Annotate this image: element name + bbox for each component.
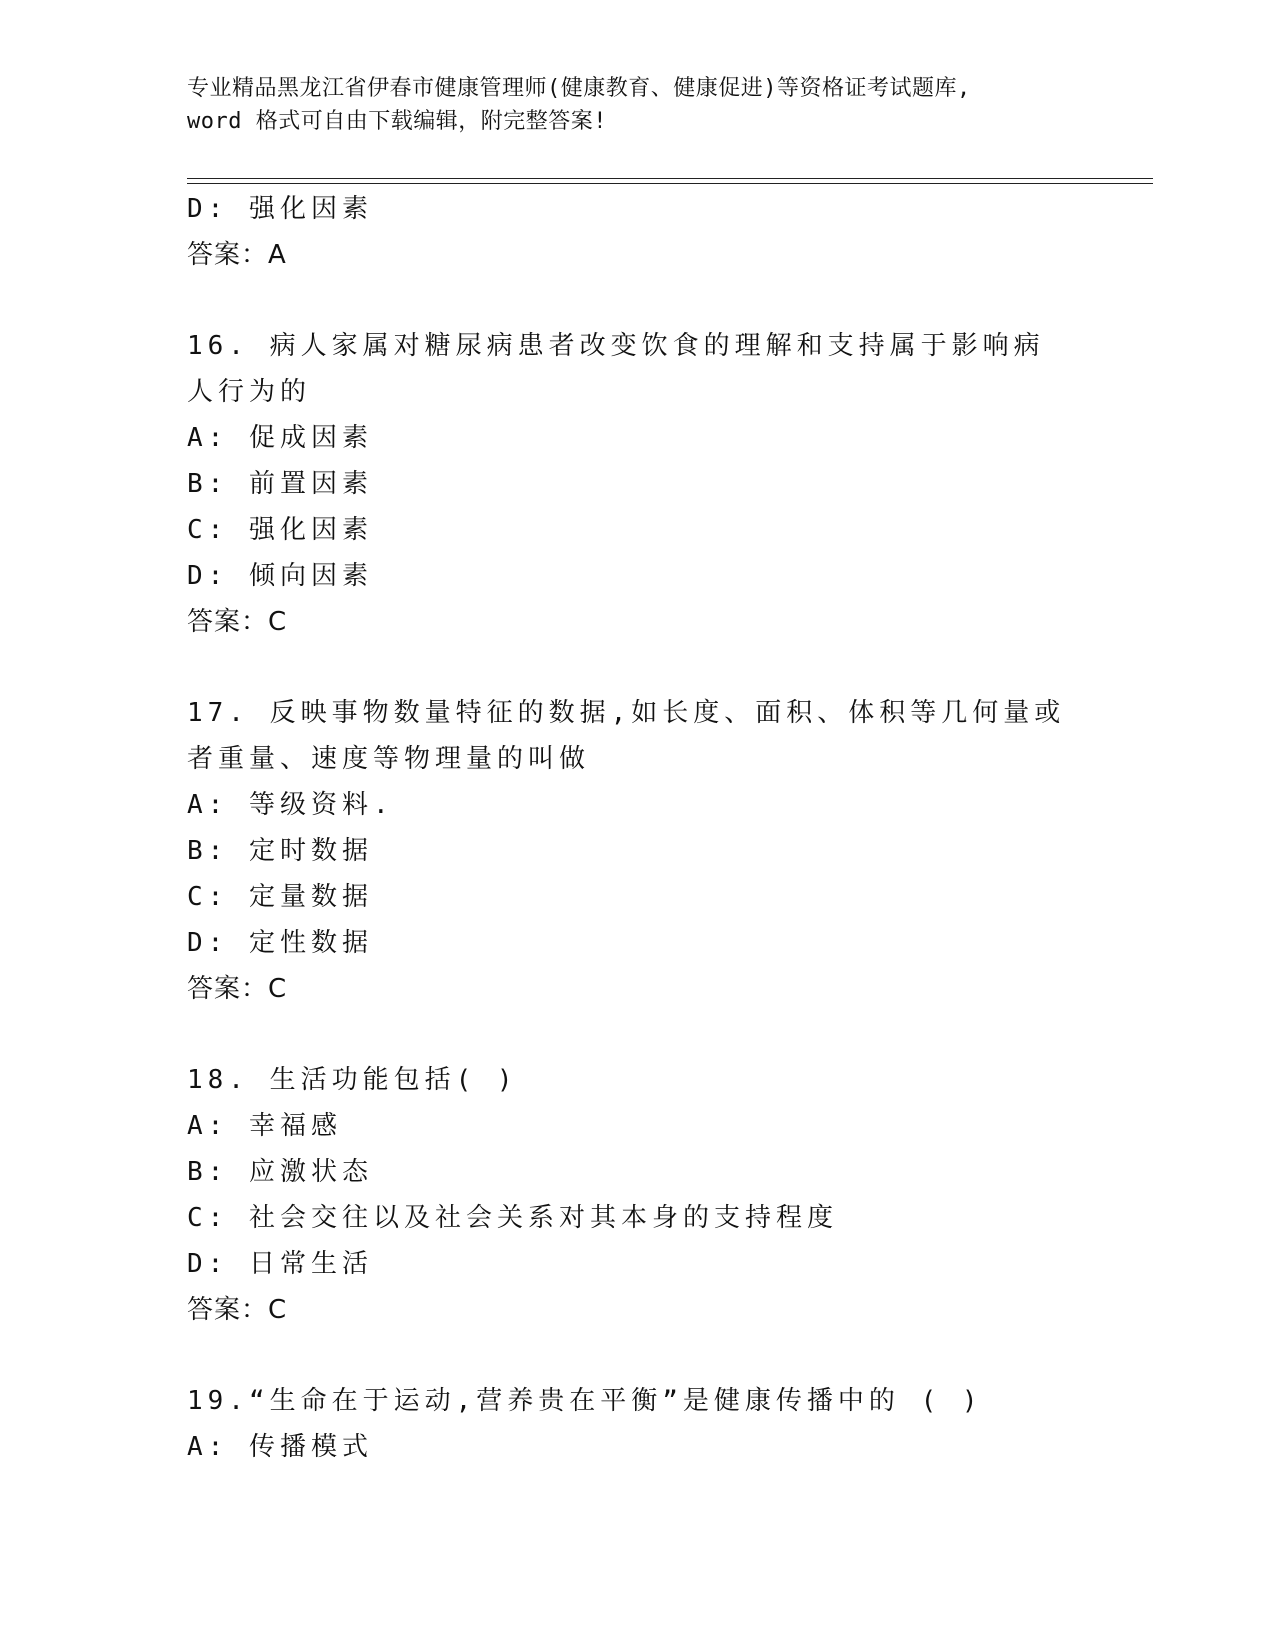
question-list: [187, 186, 1087, 1470]
answer-line: 答案：C: [187, 1295, 288, 1325]
question-16: [187, 323, 1087, 645]
question-text: 16. 病人家属对糖尿病患者改变饮食的理解和支持属于影响病人行为的: [187, 331, 1045, 407]
question-text: 18. 生活功能包括( ): [187, 1065, 518, 1095]
answer-line: 答案：A: [187, 240, 287, 270]
option-d: D: 日常生活: [187, 1249, 373, 1279]
option-b: B: 应激状态: [187, 1157, 373, 1187]
question-text: 19.“生命在于运动,营养贵在平衡”是健康传播中的 ( ): [187, 1386, 983, 1416]
header-divider-bottom: [187, 183, 1153, 184]
option-a: A: 幸福感: [187, 1111, 342, 1141]
question-19: [187, 1378, 1087, 1470]
option-d: D: 倾向因素: [187, 561, 373, 591]
option-a: A: 传播模式: [187, 1432, 373, 1462]
question-text: 17. 反映事物数量特征的数据,如长度、面积、体积等几何量或者重量、速度等物理量的叫做: [187, 698, 1066, 774]
option-c: C: 强化因素: [187, 515, 373, 545]
option-c: C: 社会交往以及社会关系对其本身的支持程度: [187, 1203, 838, 1233]
spacer: [187, 1012, 1087, 1057]
option-c: C: 定量数据: [187, 882, 373, 912]
option-a: A: 等级资料.: [187, 790, 394, 820]
answer-line: 答案：C: [187, 607, 288, 637]
spacer: [187, 278, 1087, 323]
carryover-block: [187, 186, 1087, 278]
spacer: [187, 645, 1087, 690]
header-line-2: word 格式可自由下载编辑，附完整答案!: [187, 109, 607, 134]
option-b: B: 前置因素: [187, 469, 373, 499]
option-d: D: 定性数据: [187, 928, 373, 958]
answer-line: 答案：C: [187, 974, 288, 1004]
question-18: [187, 1057, 1087, 1333]
option-b: B: 定时数据: [187, 836, 373, 866]
header-line-1: 专业精品黑龙江省伊春市健康管理师(健康教育、健康促进)等资格证考试题库,: [187, 76, 971, 101]
question-17: [187, 690, 1087, 1012]
option-a: A: 促成因素: [187, 423, 373, 453]
option-d: D: 强化因素: [187, 194, 373, 224]
spacer: [187, 1333, 1087, 1378]
header-divider-top: [187, 178, 1153, 179]
document-header: [187, 72, 1167, 138]
